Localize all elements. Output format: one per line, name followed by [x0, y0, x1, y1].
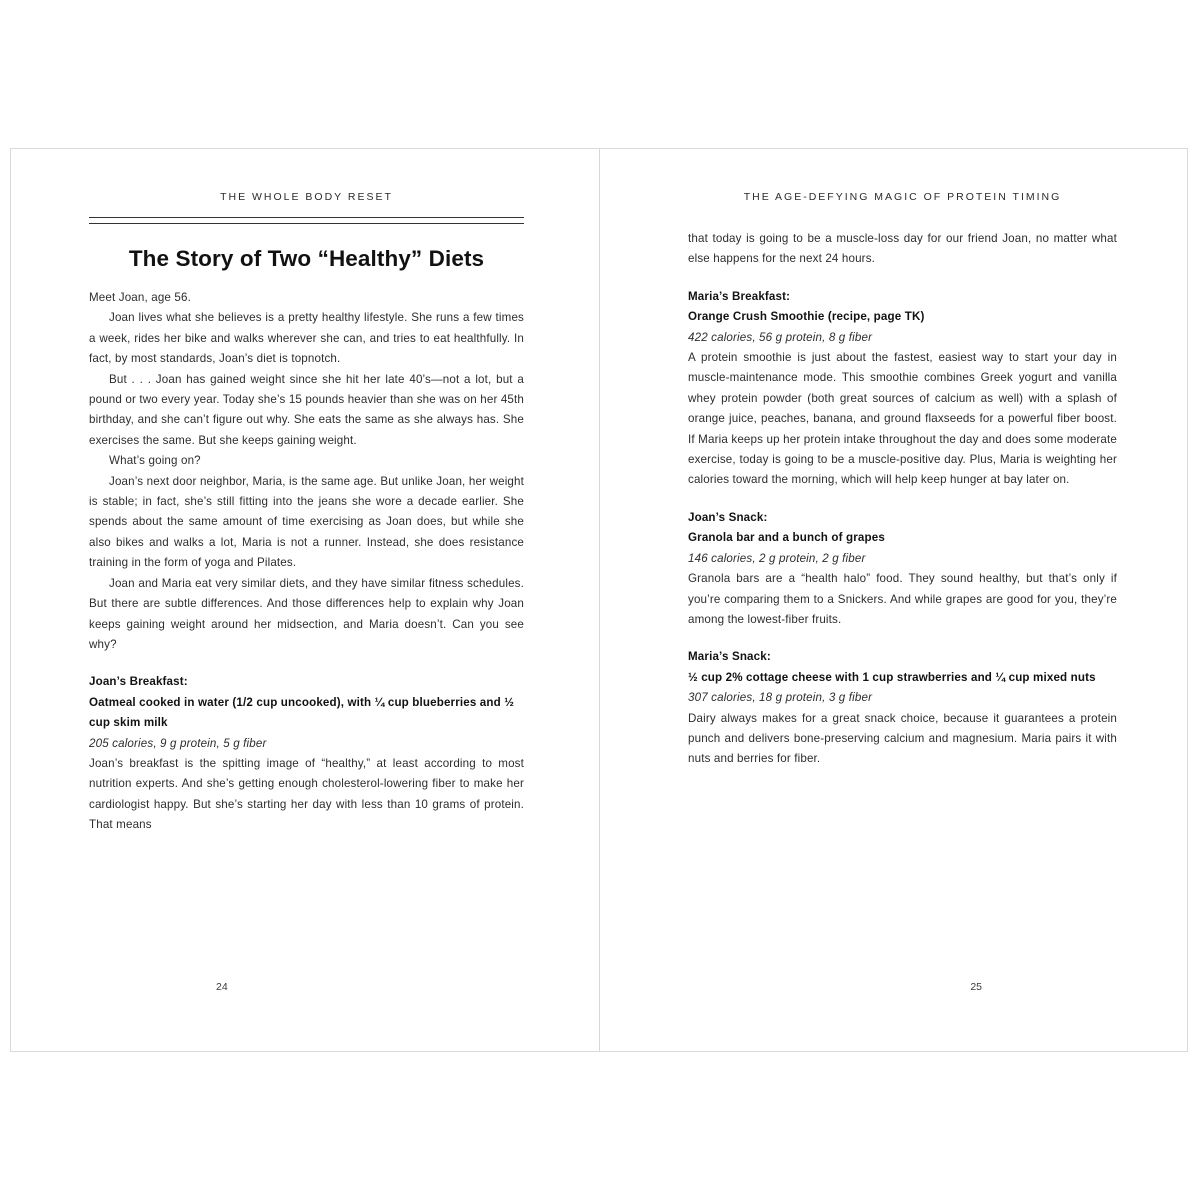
food-nutrition: 205 calories, 9 g protein, 5 g fiber — [89, 736, 267, 750]
paragraph: Joan’s next door neighbor, Maria, is the same age. But unlike Joan, her weight is stable; in fact, she’s still fitting into the jeans she wore a decade earlier. She spends about the same amount of time exercising as Joan does, but while she also bikes and walks a lot, Maria is not a runner. Instead, she does resistance training in the form of yoga and Pilates. — [89, 474, 524, 570]
page-title: The Story of Two “Healthy” Diets — [128, 246, 485, 271]
right-page-body — [688, 229, 1117, 770]
header-double-rule — [89, 217, 524, 224]
food-block-joans-snack — [688, 508, 1117, 569]
book-spread — [10, 148, 1188, 1052]
food-dish: Oatmeal cooked in water (1/2 cup uncooked), with ¼ cup blueberries and ½ cup skim milk — [89, 695, 515, 730]
food-block-joans-breakfast — [89, 672, 524, 754]
food-dish: Orange Crush Smoothie (recipe, page TK) — [688, 310, 925, 324]
food-dish: ½ cup 2% cottage cheese with 1 cup strawberries and ¼ cup mixed nuts — [688, 670, 1096, 684]
left-page-running-head: THE WHOLE BODY RESET — [220, 191, 393, 203]
page-number-right: 25 — [970, 981, 982, 993]
paragraph: that today is going to be a muscle-loss day for our friend Joan, no matter what else happens for the next 24 hours. — [688, 232, 1117, 266]
left-page — [11, 149, 599, 1051]
paragraph: Meet Joan, age 56. — [89, 291, 191, 304]
paragraph: Joan and Maria eat very similar diets, and they have similar fitness schedules. But there are subtle differences. And those differences help to explain why Joan keeps gaining weight around her midsection, and Maria doesn’t. Can you see why? — [89, 576, 524, 651]
right-page — [599, 149, 1187, 1051]
paragraph: Joan’s breakfast is the spitting image of “healthy,” at least according to most nutrition experts. And she’s getting enough cholesterol-lowering fiber to make her cardiologist happy. But she’s starting her day with less than 10 grams of protein. That means — [89, 756, 524, 832]
paragraph: Granola bars are a “health halo” food. They sound healthy, but that’s only if you’re comparing them to a Snickers. And while grapes are good for you, they’re among the lowest-fiber fruits. — [688, 572, 1117, 626]
food-dish: Granola bar and a bunch of grapes — [688, 531, 885, 545]
food-nutrition: 307 calories, 18 g protein, 3 g fiber — [688, 691, 873, 705]
food-nutrition: 146 calories, 2 g protein, 2 g fiber — [688, 551, 866, 565]
right-page-running-head: THE AGE-DEFYING MAGIC OF PROTEIN TIMING — [743, 191, 1062, 203]
food-label: Joan’s Breakfast: — [89, 675, 188, 689]
paragraph: Joan lives what she believes is a pretty healthy lifestyle. She runs a few times a week, rides her bike and walks wherever she can, and tries to eat healthfully. In fact, by most standards, Joan’s diet is topnotch. — [89, 311, 524, 366]
food-label: Maria’s Snack: — [688, 650, 771, 664]
left-page-body — [89, 288, 524, 836]
paragraph: Dairy always makes for a great snack choice, because it guarantees a protein punch and delivers bone-preserving calcium and magnesium. Maria pairs it with nuts and berries for fiber. — [688, 711, 1117, 766]
food-label: Joan’s Snack: — [688, 510, 768, 524]
paragraph: A protein smoothie is just about the fastest, easiest way to start your day in muscle-maintenance mode. This smoothie combines Greek yogurt and vanilla whey protein powder (both great sources of calcium as well) with a splash of orange juice, peaches, banana, and ground flaxseeds for a powerful fiber boost. If Maria keeps up her protein intake throughout the day and does some moderate exercise, today is going to be a muscle-positive day. Plus, Maria is weighting her calories toward the morning, which will help keep hunger at bay later on. — [688, 351, 1117, 487]
food-block-marias-breakfast — [688, 287, 1117, 348]
food-nutrition: 422 calories, 56 g protein, 8 g fiber — [688, 330, 873, 344]
paragraph: What’s going on? — [109, 454, 201, 468]
food-label: Maria’s Breakfast: — [688, 289, 791, 303]
food-block-marias-snack — [688, 647, 1117, 708]
paragraph: But . . . Joan has gained weight since she hit her late 40’s—not a lot, but a pound or two every year. Today she’s 15 pounds heavier than she was on her 45th birthday, and she can’t figure out why. She eats the same as she always has. She exercises the same. But she keeps gaining weight. — [89, 372, 524, 447]
page-number-left: 24 — [216, 981, 228, 993]
